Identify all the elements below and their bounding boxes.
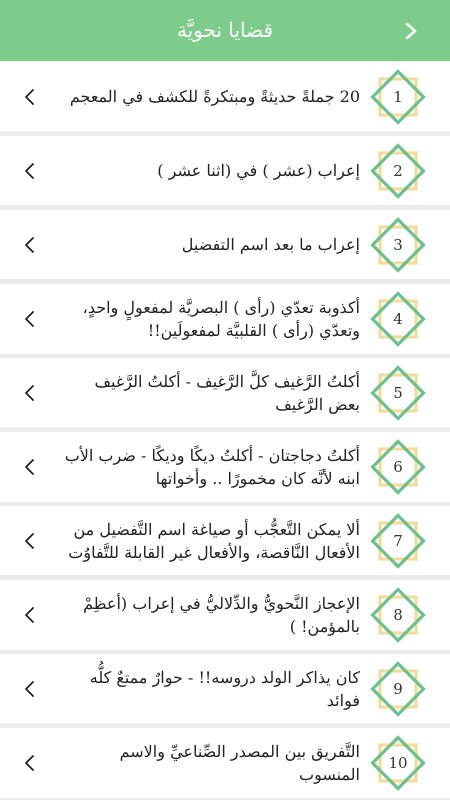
number-badge (367, 289, 429, 349)
chevron-left-icon (18, 381, 42, 405)
chevron-right-icon (404, 21, 418, 41)
chevron-left-icon (18, 85, 42, 109)
number-badge (367, 659, 429, 719)
item-number: 8 (393, 606, 403, 624)
back-button[interactable] (398, 18, 424, 44)
number-badge (367, 511, 429, 571)
item-number: 6 (393, 458, 403, 476)
page-title: قضايا نحويَّة (176, 18, 274, 42)
number-badge (367, 437, 429, 497)
item-title: أكلتُ دجاجتان - أكلتُ ديكًا وديكًا - ضرب الأب ابنه لأنَّه كان مخمورًا .. وأخواتها (64, 446, 360, 488)
item-number: 2 (393, 161, 403, 180)
item-number: 1 (393, 87, 403, 106)
list-item[interactable] (0, 136, 450, 205)
item-title: أكذوبة تعدّي (رأى ) البصريَّة لمفعولٍ واحدٍ، وتعدّي (رأى ) القلبيَّة لمفعولَين!! (82, 298, 360, 340)
number-badge (367, 733, 429, 793)
chevron-left-icon (18, 529, 42, 553)
item-number: 5 (393, 383, 403, 402)
item-title: التَّفريق بين المصدر الصِّناعيِّ والاسم المنسوب (119, 742, 360, 784)
number-badge (367, 363, 429, 423)
item-title: 20 جملةً حديثةً ومبتكرةً للكشف في المعجم (69, 87, 360, 106)
item-title: كان يذاكر الولد دروسه!! - حوارٌ ممتعٌ كلُّه فوائد (89, 667, 360, 710)
chevron-left-icon (18, 233, 42, 257)
chevron-left-icon (18, 159, 42, 183)
number-badge (367, 141, 429, 201)
item-title: أكلتُ الرَّغيف كلَّ الرَّغيف - أكلتُ الرَّغيف بعض الرَّغيف (94, 371, 360, 414)
list-item[interactable] (0, 358, 450, 427)
item-title: ألا يمكن التَّعجُّب أو صياغة اسم التَّفضيل من الأفعال النَّاقصة، والأفعال غير القابلة للتَّفاوُت (68, 519, 360, 562)
item-number: 7 (393, 531, 403, 550)
chevron-left-icon (18, 455, 42, 479)
item-title: إعراب (عشر ) في (اثنا عشر ) (157, 161, 360, 180)
number-badge (367, 215, 429, 275)
number-badge (367, 67, 429, 127)
item-number: 4 (393, 310, 403, 328)
list-item[interactable] (0, 62, 450, 131)
list-item[interactable] (0, 432, 450, 502)
list-item[interactable] (0, 284, 450, 354)
list-item[interactable] (0, 654, 450, 723)
list-item[interactable] (0, 580, 450, 650)
item-number: 9 (393, 679, 403, 698)
list-item[interactable] (0, 210, 450, 279)
item-number: 3 (393, 235, 403, 254)
chevron-left-icon (18, 751, 42, 775)
item-title: الإعجاز النَّحويُّ والدِّلاليُّ في إعراب (أعظِمْ بالمؤمن! ) (83, 594, 360, 636)
item-number: 10 (388, 754, 408, 772)
number-badge (367, 585, 429, 645)
item-title: إعراب ما بعد اسم التفضيل (181, 235, 360, 254)
chevron-left-icon (18, 307, 42, 331)
chevron-left-icon (18, 603, 42, 627)
chevron-left-icon (18, 677, 42, 701)
list-item[interactable] (0, 506, 450, 575)
app-header (0, 0, 450, 61)
list-item[interactable] (0, 728, 450, 798)
